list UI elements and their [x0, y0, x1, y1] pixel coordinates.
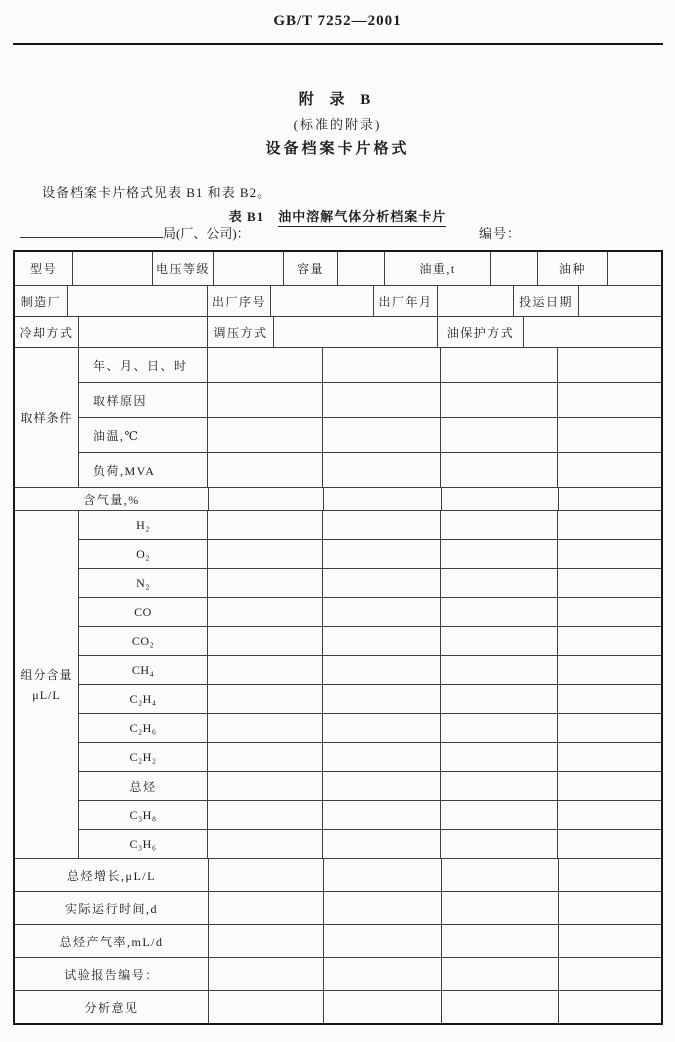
blank-cell — [441, 598, 558, 626]
blank-cell — [441, 743, 558, 771]
model-label: 型号 — [15, 252, 73, 285]
capacity-label: 容量 — [284, 252, 338, 285]
blank-cell — [208, 772, 323, 800]
blank-cell — [208, 627, 323, 655]
sampling-row — [79, 348, 661, 383]
blank-cell — [442, 892, 559, 924]
blank-cell — [558, 656, 661, 684]
components-section — [15, 511, 661, 859]
voltage-class-label: 电压等级 — [153, 252, 214, 285]
component-row — [79, 627, 661, 656]
gas-content-row — [15, 488, 661, 511]
blank-cell — [208, 348, 323, 382]
table-row-cooling — [15, 317, 661, 348]
blank-cell — [208, 569, 323, 597]
org-fill-blank — [20, 224, 163, 238]
footer-row-label: 分析意见 — [15, 991, 209, 1023]
blank-cell — [441, 685, 558, 713]
commission-date-value-cell — [579, 286, 661, 316]
serial-no-label: 出厂序号 — [208, 286, 271, 316]
blank-cell — [208, 714, 323, 742]
component-row — [79, 801, 661, 830]
oil-preservation-label: 油保护方式 — [438, 317, 524, 347]
blank-cell — [323, 685, 441, 713]
blank-cell — [441, 627, 558, 655]
blank-cell — [323, 627, 441, 655]
blank-cell — [208, 511, 323, 539]
blank-cell — [441, 348, 558, 382]
blank-cell — [323, 656, 441, 684]
org-label: 局(厂、公司)： — [163, 226, 250, 241]
blank-cell — [208, 830, 323, 858]
blank-cell — [324, 488, 442, 510]
blank-cell — [442, 859, 559, 891]
blank-cell — [558, 743, 661, 771]
component-row — [79, 772, 661, 801]
components-group-label-line2: μL/L — [32, 687, 61, 702]
sampling-row-label: 负荷,MVA — [79, 453, 208, 487]
blank-cell — [208, 418, 323, 452]
blank-cell — [323, 772, 441, 800]
blank-cell — [558, 453, 661, 487]
blank-cell — [441, 656, 558, 684]
blank-cell — [559, 958, 661, 990]
blank-cell — [323, 830, 441, 858]
table-row-identity — [15, 252, 661, 286]
number-label: 编号： — [479, 226, 522, 241]
blank-cell — [558, 348, 661, 382]
blank-cell — [441, 453, 558, 487]
gas-content-label: 含气量,% — [15, 488, 209, 510]
gas-row-label: H₂ — [79, 511, 208, 539]
model-value-cell — [73, 252, 153, 285]
blank-cell — [208, 656, 323, 684]
component-row — [79, 656, 661, 685]
blank-cell — [208, 453, 323, 487]
table-row-manufacture — [15, 286, 661, 317]
blank-cell — [442, 925, 559, 957]
mfg-date-value-cell — [438, 286, 514, 316]
footer-row-hydrocarbon-growth — [15, 859, 661, 892]
blank-cell — [559, 991, 661, 1023]
blank-cell — [558, 627, 661, 655]
gas-row-label: C₃H₆ — [79, 830, 208, 858]
blank-cell — [441, 714, 558, 742]
capacity-value-cell — [338, 252, 385, 285]
gas-row-label: CO — [79, 598, 208, 626]
blank-cell — [558, 830, 661, 858]
gas-row-label: N₂ — [79, 569, 208, 597]
footer-row-label: 总烃产气率,mL/d — [15, 925, 209, 957]
manufacturer-label: 制造厂 — [15, 286, 68, 316]
blank-cell — [323, 540, 441, 568]
org-line — [20, 223, 250, 242]
serial-no-value-cell — [271, 286, 374, 316]
blank-cell — [558, 383, 661, 417]
footer-row-label: 总烃增长,μL/L — [15, 859, 209, 891]
blank-cell — [323, 348, 441, 382]
sampling-conditions-section — [15, 348, 661, 488]
regulation-label: 调压方式 — [208, 317, 274, 347]
blank-cell — [441, 569, 558, 597]
blank-cell — [558, 540, 661, 568]
oil-weight-label: 油重,t — [385, 252, 491, 285]
gas-row-label: C₃H₈ — [79, 801, 208, 829]
oil-type-label: 油种 — [538, 252, 608, 285]
blank-cell — [323, 801, 441, 829]
appendix-heading: 设备档案卡片格式 — [265, 141, 410, 157]
footer-row-label: 实际运行时间,d — [15, 892, 209, 924]
blank-cell — [209, 488, 324, 510]
mfg-date-label: 出厂年月 — [374, 286, 438, 316]
blank-cell — [324, 892, 442, 924]
commission-date-label: 投运日期 — [514, 286, 579, 316]
blank-cell — [209, 892, 324, 924]
blank-cell — [441, 383, 558, 417]
blank-cell — [442, 488, 559, 510]
sampling-row — [79, 453, 661, 487]
components-group-label-line1: 组分含量 — [20, 667, 73, 682]
gas-row-label: C₂H₄ — [79, 685, 208, 713]
blank-cell — [441, 830, 558, 858]
blank-cell — [441, 772, 558, 800]
blank-cell — [442, 958, 559, 990]
doc-number: GB/T 7252—2001 — [273, 13, 402, 29]
sampling-row-label: 年、月、日、时 — [79, 348, 208, 382]
header-rule — [13, 43, 663, 45]
footer-row-running-time — [15, 892, 661, 925]
gas-row-label: CO₂ — [79, 627, 208, 655]
blank-cell — [323, 511, 441, 539]
blank-cell — [441, 540, 558, 568]
blank-cell — [209, 859, 324, 891]
blank-cell — [558, 598, 661, 626]
blank-cell — [558, 801, 661, 829]
oil-weight-value-cell — [491, 252, 538, 285]
blank-cell — [323, 418, 441, 452]
component-row — [79, 598, 661, 627]
table-caption-title: 油中溶解气体分析档案卡片 — [278, 209, 446, 227]
blank-cell — [208, 540, 323, 568]
sampling-row-label: 取样原因 — [79, 383, 208, 417]
blank-cell — [323, 383, 441, 417]
blank-cell — [323, 569, 441, 597]
blank-cell — [208, 383, 323, 417]
blank-cell — [558, 772, 661, 800]
cooling-label: 冷却方式 — [15, 317, 79, 347]
component-row — [79, 685, 661, 714]
component-row — [79, 511, 661, 540]
blank-cell — [208, 801, 323, 829]
blank-cell — [442, 991, 559, 1023]
blank-cell — [323, 453, 441, 487]
blank-cell — [559, 859, 661, 891]
blank-cell — [441, 801, 558, 829]
footer-row-label: 试验报告编号： — [15, 958, 209, 990]
blank-cell — [209, 991, 324, 1023]
component-row — [79, 743, 661, 772]
blank-cell — [324, 859, 442, 891]
blank-cell — [441, 418, 558, 452]
footer-row-report-number — [15, 958, 661, 991]
gas-row-label: O₂ — [79, 540, 208, 568]
manufacturer-value-cell — [68, 286, 208, 316]
blank-cell — [323, 714, 441, 742]
blank-cell — [558, 569, 661, 597]
intro-text: 设备档案卡片格式见表 B1 和表 B2。 — [42, 185, 272, 200]
blank-cell — [559, 488, 661, 510]
blank-cell — [324, 925, 442, 957]
component-row — [79, 830, 661, 858]
component-row — [79, 569, 661, 598]
blank-cell — [558, 714, 661, 742]
blank-cell — [441, 511, 558, 539]
blank-cell — [208, 685, 323, 713]
sampling-row-label: 油温,℃ — [79, 418, 208, 452]
blank-cell — [323, 598, 441, 626]
blank-cell — [559, 892, 661, 924]
blank-cell — [324, 958, 442, 990]
component-row — [79, 714, 661, 743]
components-group-label — [15, 511, 79, 858]
sampling-conditions-group-label: 取样条件 — [15, 348, 79, 487]
blank-cell — [208, 598, 323, 626]
blank-cell — [558, 418, 661, 452]
blank-cell — [209, 925, 324, 957]
blank-cell — [323, 743, 441, 771]
sampling-row — [79, 418, 661, 453]
regulation-value-cell — [274, 317, 438, 347]
blank-cell — [324, 991, 442, 1023]
table-caption-prefix: 表 B1 — [228, 209, 265, 224]
blank-cell — [558, 511, 661, 539]
component-row — [79, 540, 661, 569]
gas-row-label: CH₄ — [79, 656, 208, 684]
sampling-row — [79, 383, 661, 418]
oil-preservation-value-cell — [524, 317, 661, 347]
gas-row-label: 总烃 — [79, 772, 208, 800]
cooling-value-cell — [79, 317, 208, 347]
appendix-subtitle: (标准的附录) — [293, 117, 382, 132]
blank-cell — [209, 958, 324, 990]
voltage-class-value-cell — [214, 252, 284, 285]
blank-cell — [558, 685, 661, 713]
blank-cell — [559, 925, 661, 957]
gas-row-label: C₂H₆ — [79, 714, 208, 742]
blank-cell — [208, 743, 323, 771]
sampling-rows — [79, 348, 661, 487]
component-rows — [79, 511, 661, 858]
table-b1 — [13, 250, 663, 1025]
footer-row-analysis-opinion — [15, 991, 661, 1023]
gas-row-label: C₂H₂ — [79, 743, 208, 771]
oil-type-value-cell — [608, 252, 661, 285]
footer-row-gas-production-rate — [15, 925, 661, 958]
appendix-title: 附 录 B — [298, 92, 377, 108]
